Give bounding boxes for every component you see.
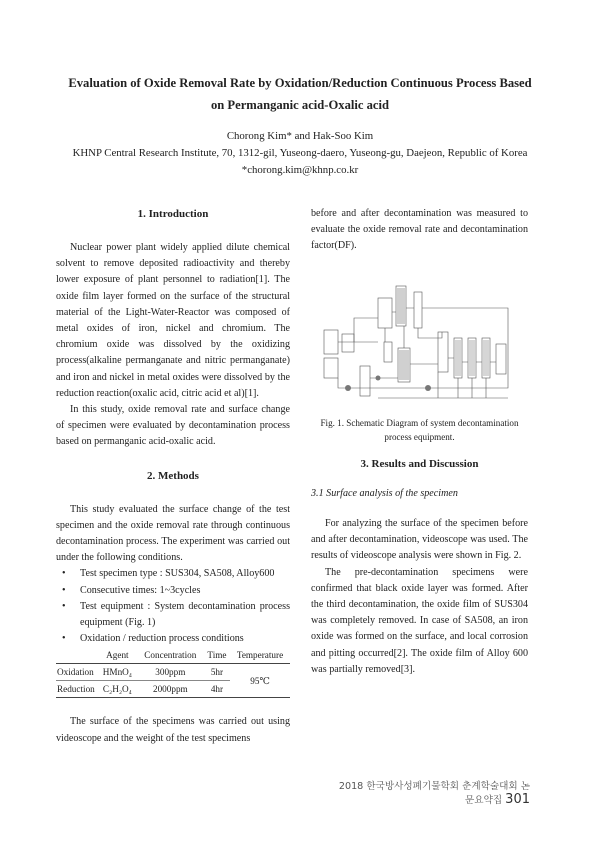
temperature-cell: 95℃	[230, 664, 290, 698]
conditions-table	[56, 647, 290, 698]
intro-heading: 1. Introduction	[137, 208, 209, 220]
title-line-2: on Permanganic acid-Oxalic acid	[210, 98, 390, 112]
figure-caption: Fig. 1. Schematic Diagram of system decontamination process equipment.	[320, 418, 519, 442]
continuation-line-3: factor(DF).	[311, 240, 357, 251]
left-column	[56, 206, 290, 747]
vessel	[324, 330, 338, 354]
table-row: Oxidation HMnO₄ 300ppm 5hr 95℃	[56, 664, 290, 681]
table-header: Temperature	[230, 647, 290, 664]
system-schematic-figure	[318, 278, 524, 410]
email: *chorong.kim@khnp.co.kr	[241, 164, 359, 176]
title-line-1: Evaluation of Oxide Removal Rate by Oxidation/Reduction Continuous Process Based	[68, 76, 532, 90]
conditions-list	[56, 566, 290, 647]
table-header: Agent	[98, 647, 137, 664]
table-header: Concentration	[137, 647, 204, 664]
list-item: • Consecutive times: 1~3cycles	[62, 584, 201, 596]
results-paragraph-1: For analyzing the surface of the specimen before and after decontamination, videoscope was used. The results of videoscope analysis were shown in Fig. 2.	[311, 518, 528, 562]
intro-paragraph-2: In this study, oxide removal rate and surface change of specimen were evaluated by decontamination process based on permanganic acid-oxalic acid.	[56, 404, 290, 448]
author-block	[40, 128, 560, 179]
footer-text: 2018 한국방사성폐기물학회 춘계학술대회 논문요약집	[338, 781, 530, 806]
page-footer	[330, 778, 530, 807]
results-heading: 3. Results and Discussion	[360, 458, 479, 470]
list-item: • Test specimen type : SUS304, SA508, Alloy600	[62, 568, 275, 580]
results-paragraph-2: The pre-decontamination specimens were confirmed that black oxide layer was formed. After the third decontamination, the oxide film of SUS304 was completely removed. In case of SA508, an iron oxide was formed on the surface, and local corrosion and pitting occurred[2]. The oxide film of Alloy 600 was partially removed[3].	[311, 566, 528, 675]
authors: Chorong Kim* and Hak-Soo Kim	[226, 130, 374, 142]
list-item: • Test equipment : System decontamination process equipment (Fig. 1)	[62, 600, 290, 629]
table-row: Reduction C₂H₂O₄ 2000ppm 4hr	[56, 681, 290, 698]
affiliation: KHNP Central Research Institute, 70, 1312-gil, Yuseong-daero, Yuseong-gu, Daejeon, Republic of Korea	[72, 147, 528, 159]
methods-paragraph-2: The surface of the specimens was carried out using videoscope and the weight of the test specimens	[56, 716, 290, 744]
table-header	[56, 647, 98, 664]
right-column-results	[311, 456, 528, 678]
methods-paragraph-1: This study evaluated the surface change of the test specimen and the oxide removal rate through continuous decontamination process. The experiment was carried out under the following conditions.	[56, 503, 290, 564]
results-subheading: 3.1 Surface analysis of the specimen	[311, 488, 458, 499]
continuation-line-2: evaluate the oxide removal rate and decontamination	[311, 224, 528, 235]
table-header: Time	[204, 647, 230, 664]
continuation-line-1: before and after decontamination was measured to	[311, 208, 528, 219]
methods-heading: 2. Methods	[147, 469, 199, 482]
intro-paragraph-1: Nuclear power plant widely applied dilute chemical solvent to remove deposited radioactivity and thereby lower exposure of plant personnel to radiation[1]. The oxide film layer formed on the surface of the structural material of the Light-Water-Reactor was composed of metal oxides of iron, nickel and chromium. The chromium oxide was dissolved by the oxidizing process(alkaline permanganate and nitric permanganate) and iron and nickel in metal oxides were dissolved by the reduction reaction(oxalic acid, citric acid et al)[1].	[56, 242, 290, 399]
paper-title	[40, 72, 560, 116]
list-item: • Oxidation / reduction process conditions	[62, 633, 244, 645]
page-number: 301	[505, 792, 530, 807]
